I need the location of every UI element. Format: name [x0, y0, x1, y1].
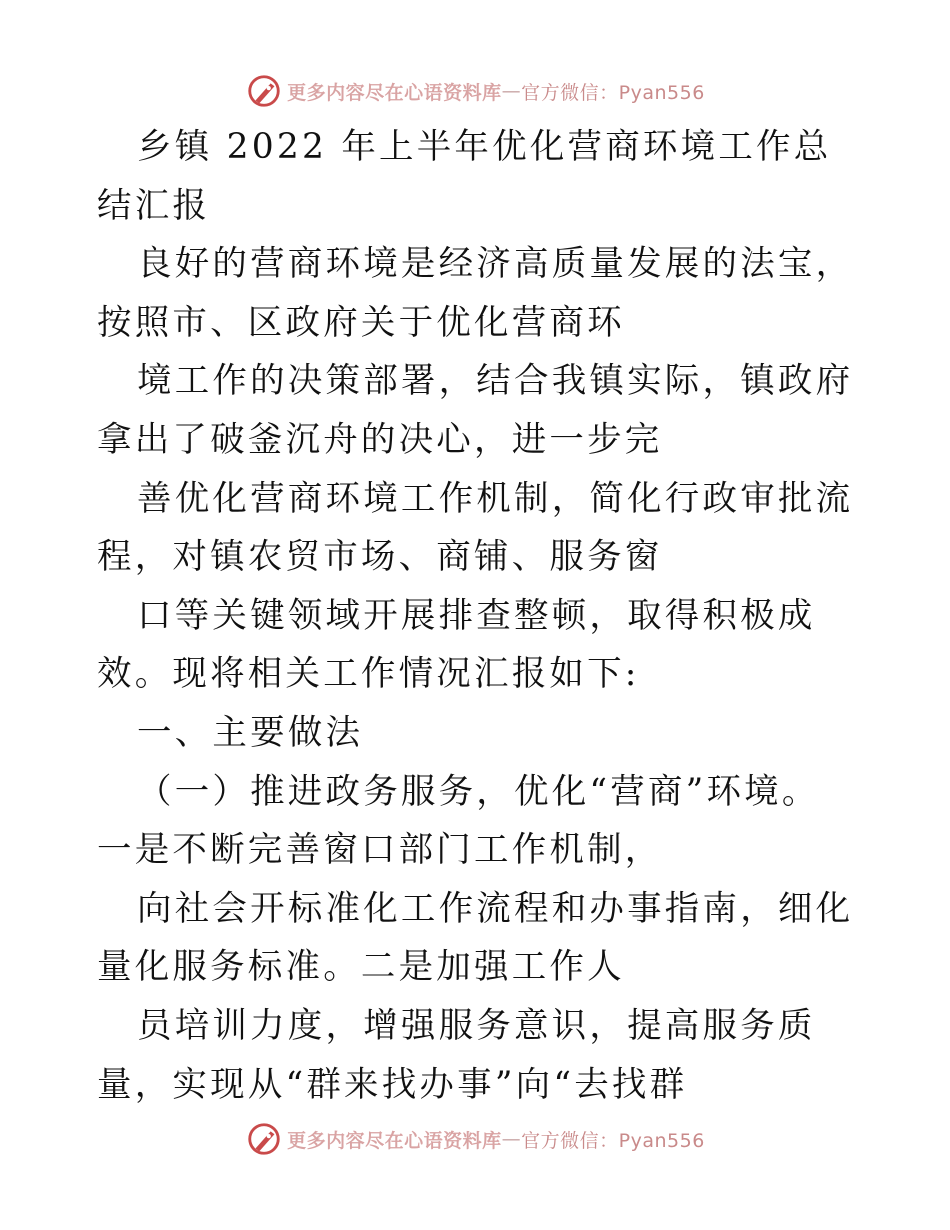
watermark-separator: —	[501, 1128, 522, 1150]
document-body	[97, 118, 857, 1114]
watermark-main-text: 更多内容尽在心语资料库	[287, 1129, 502, 1152]
pen-nib-circle-icon	[245, 72, 283, 110]
watermark-separator: —	[501, 80, 522, 102]
paragraph: 善优化营商环境工作机制，简化行政审批流程，对镇农贸市场、商铺、服务窗	[97, 478, 854, 578]
pen-nib-circle-icon	[245, 1120, 283, 1158]
watermark-wechat: 官方微信：Pyan556	[521, 81, 705, 104]
paragraph: 良好的营商环境是经济高质量发展的法宝，按照市、区政府关于优化营商环	[97, 244, 854, 343]
header-watermark	[0, 71, 950, 111]
section-heading: 一、主要做法	[137, 712, 364, 753]
watermark-wechat: 官方微信：Pyan556	[521, 1129, 705, 1152]
paragraph: 口等关键领域开展排查整顿，取得积极成效。现将相关工作情况汇报如下:	[97, 595, 816, 695]
paragraph: 境工作的决策部署，结合我镇实际，镇政府拿出了破釜沉舟的决心，进一步完	[97, 361, 854, 460]
paragraph: 向社会开标准化工作流程和办事指南，细化量化服务标准。二是加强工作人	[97, 888, 854, 988]
paragraph: 员培训力度，增强服务意识，提高服务质量，实现从“群来找办事”向“去找群	[97, 1005, 816, 1105]
document-title: 乡镇 2022 年上半年优化营商环境工作总结汇报	[97, 127, 832, 226]
watermark-main-text: 更多内容尽在心语资料库	[287, 81, 502, 104]
paragraph: （一）推进政务服务，优化“营商”环境。一是不断完善窗口部门工作机制，	[97, 771, 820, 871]
footer-watermark	[0, 1119, 950, 1159]
